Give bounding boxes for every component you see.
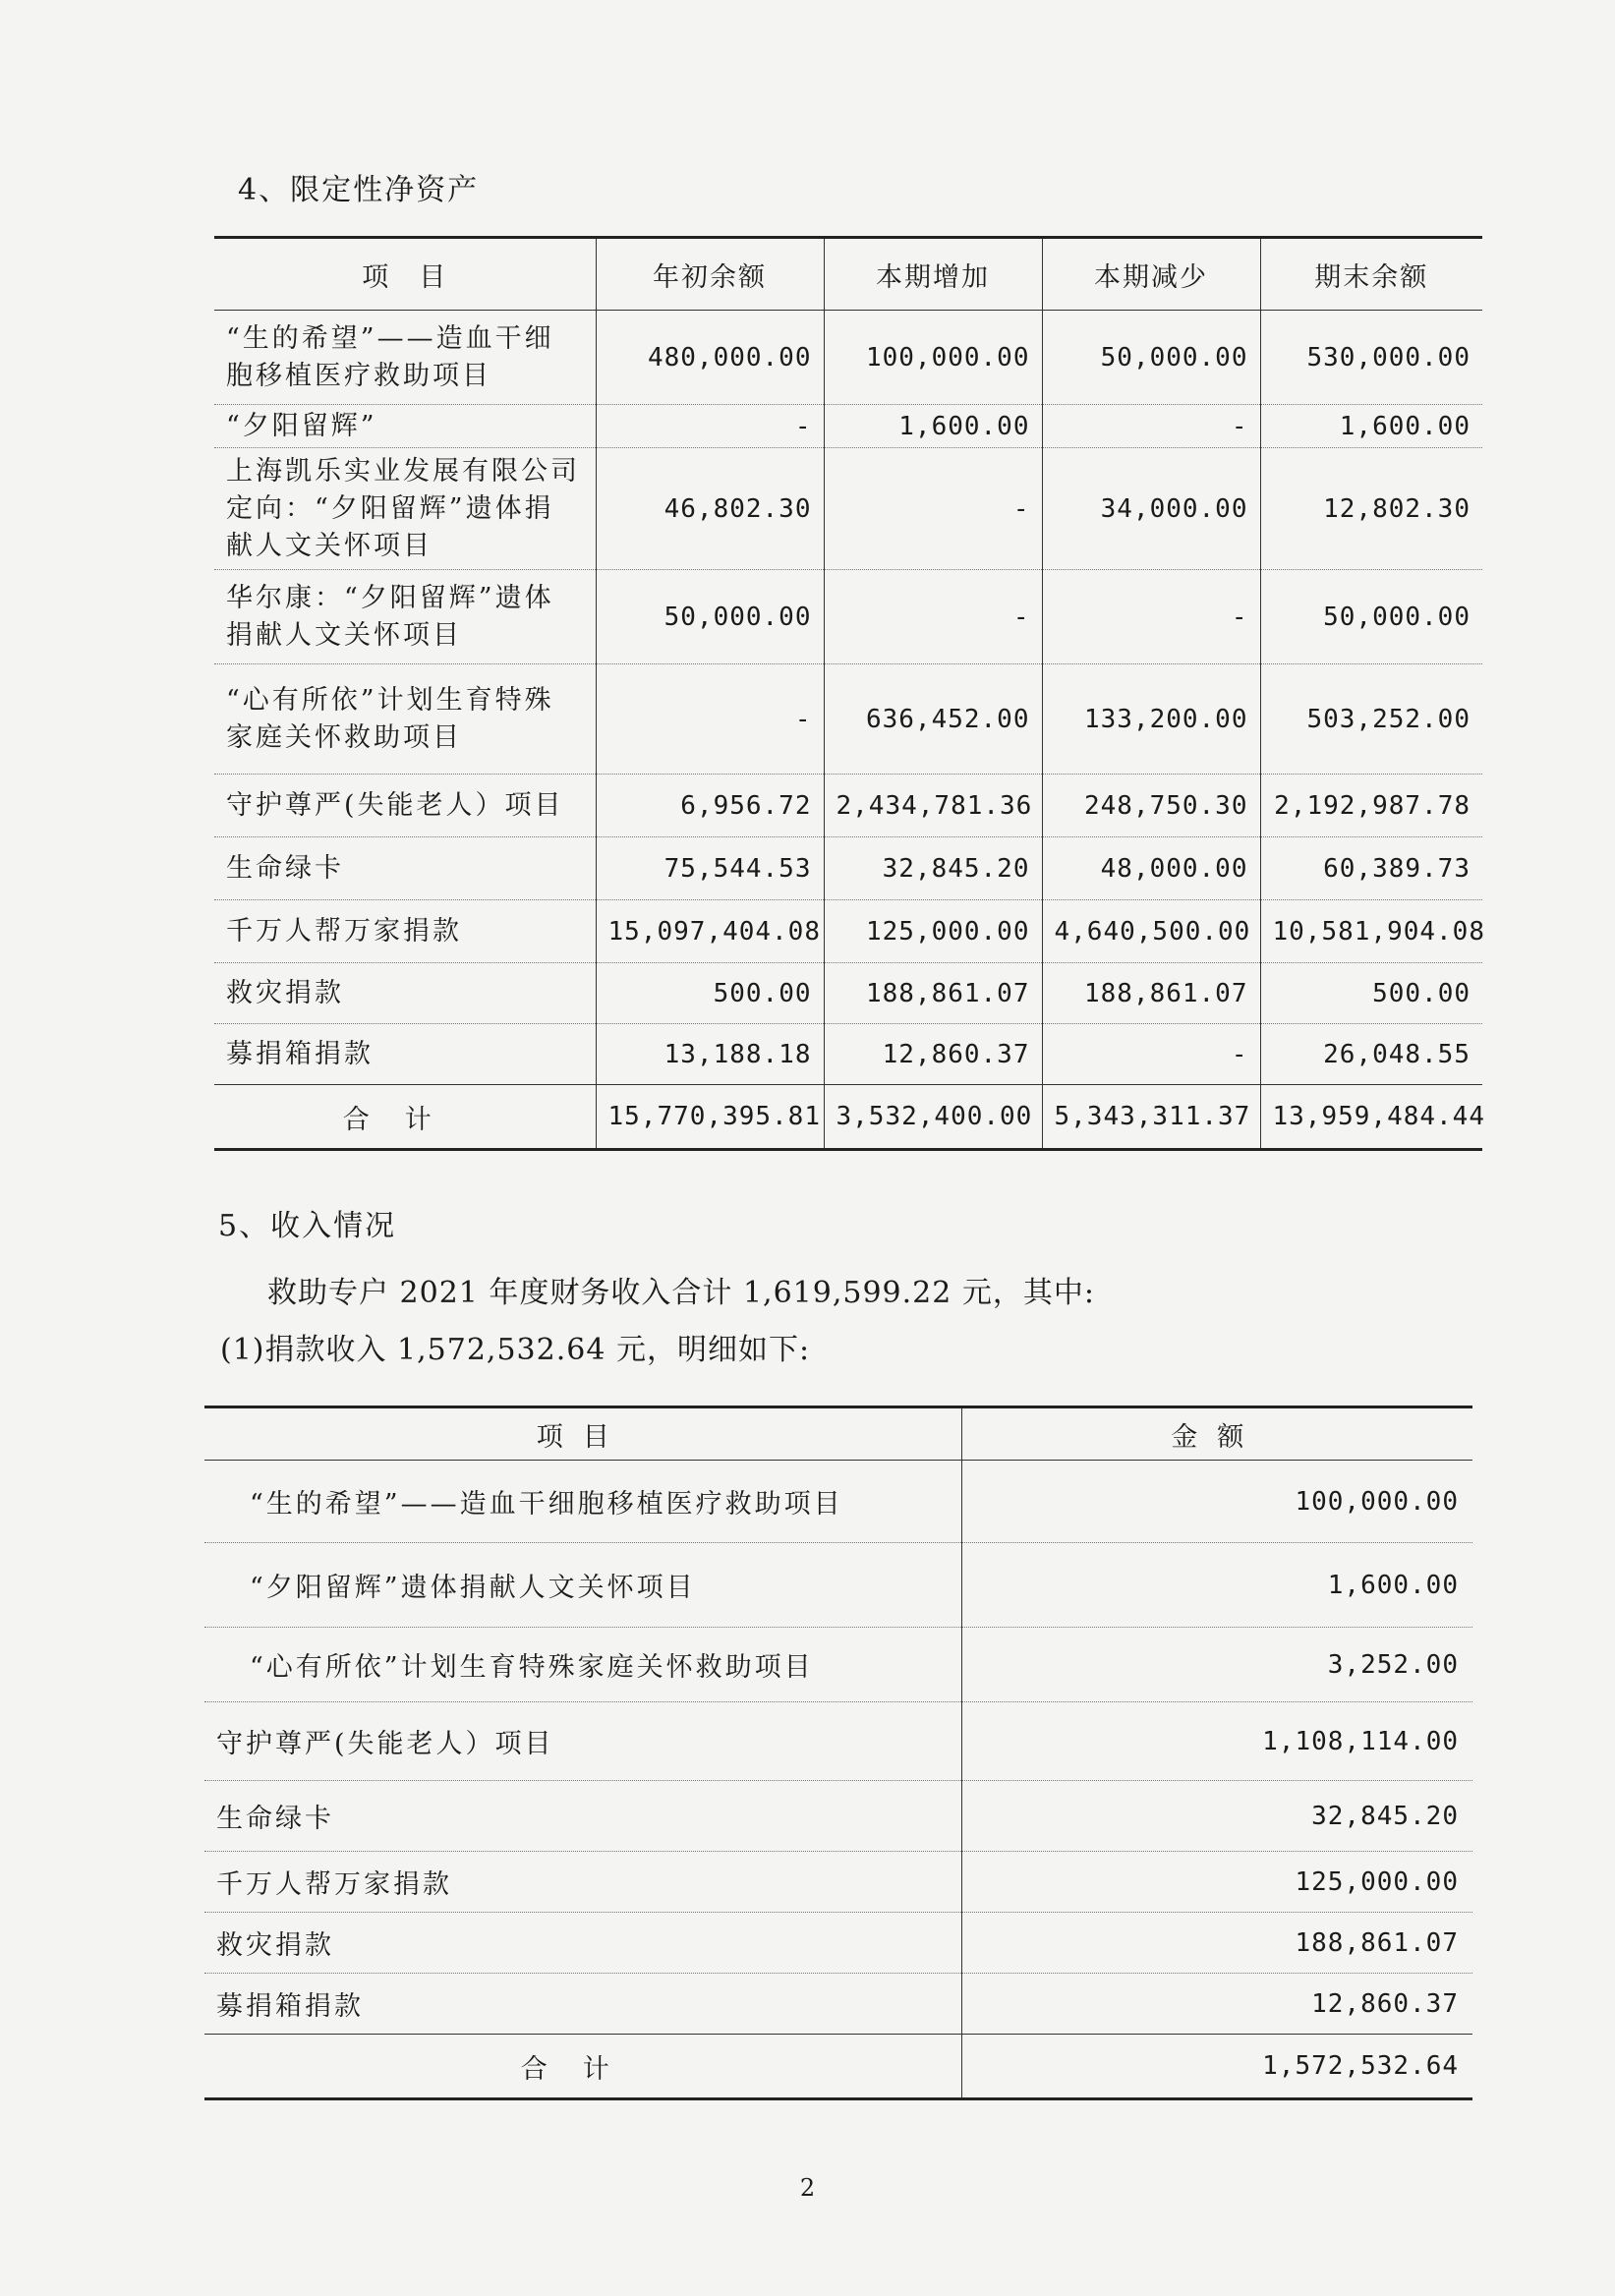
header-amount: 金额 — [961, 1407, 1472, 1461]
row-item: 募捐箱捐款 — [204, 1974, 961, 2035]
table-row — [214, 664, 1482, 775]
row-end: 500.00 — [1260, 963, 1482, 1024]
table-total-row — [214, 1085, 1482, 1150]
header-decrease: 本期减少 — [1042, 238, 1260, 311]
row-item: 救灾捐款 — [214, 963, 596, 1024]
row-begin: 46,802.30 — [596, 448, 824, 570]
row-decrease: - — [1042, 570, 1260, 664]
row-begin: 75,544.53 — [596, 837, 824, 900]
row-decrease: 133,200.00 — [1042, 664, 1260, 775]
row-item: “夕阳留辉”遗体捐献人文关怀项目 — [204, 1543, 961, 1628]
row-decrease: 34,000.00 — [1042, 448, 1260, 570]
row-amount: 32,845.20 — [961, 1781, 1472, 1852]
row-increase: 188,861.07 — [824, 963, 1042, 1024]
table-row — [204, 1852, 1472, 1913]
row-begin: - — [596, 664, 824, 775]
row-amount: 1,108,114.00 — [961, 1702, 1472, 1781]
table-row — [204, 1781, 1472, 1852]
header-item: 项目 — [204, 1407, 961, 1461]
row-decrease: 4,640,500.00 — [1042, 900, 1260, 963]
row-item: 救灾捐款 — [204, 1913, 961, 1974]
section-5-heading: 5、收入情况 — [218, 1209, 397, 1243]
row-begin: 13,188.18 — [596, 1024, 824, 1085]
row-amount: 3,252.00 — [961, 1628, 1472, 1702]
total-amount: 1,572,532.64 — [961, 2035, 1472, 2099]
row-end: 1,600.00 — [1260, 405, 1482, 448]
row-increase: 636,452.00 — [824, 664, 1042, 775]
table-row — [214, 311, 1482, 405]
section-4-heading: 4、限定性净资产 — [238, 173, 480, 207]
total-end: 13,959,484.44 — [1260, 1085, 1482, 1150]
table-row — [214, 448, 1482, 570]
row-increase: - — [824, 570, 1042, 664]
total-begin: 15,770,395.81 — [596, 1085, 824, 1150]
row-item: 生命绿卡 — [214, 837, 596, 900]
table-total-row — [204, 2035, 1472, 2099]
total-increase: 3,532,400.00 — [824, 1085, 1042, 1150]
row-item: 生命绿卡 — [204, 1781, 961, 1852]
row-begin: 480,000.00 — [596, 311, 824, 405]
row-item: 守护尊严(失能老人）项目 — [214, 775, 596, 837]
row-amount: 100,000.00 — [961, 1461, 1472, 1543]
row-decrease: 50,000.00 — [1042, 311, 1260, 405]
donation-income-subheading: (1)捐款收入 1,572,532.64 元，明细如下: — [220, 1333, 811, 1367]
row-end: 26,048.55 — [1260, 1024, 1482, 1085]
row-item: 千万人帮万家捐款 — [204, 1852, 961, 1913]
table-row — [204, 1702, 1472, 1781]
row-increase: - — [824, 448, 1042, 570]
header-increase: 本期增加 — [824, 238, 1042, 311]
table-row — [204, 1543, 1472, 1628]
row-end: 50,000.00 — [1260, 570, 1482, 664]
row-item: “心有所依”计划生育特殊家庭关怀救助项目 — [214, 664, 596, 775]
table-header-row — [214, 238, 1482, 311]
row-item: 上海凯乐实业发展有限公司定向：“夕阳留辉”遗体捐献人文关怀项目 — [214, 448, 596, 570]
total-label: 合计 — [214, 1085, 596, 1150]
row-item: “心有所依”计划生育特殊家庭关怀救助项目 — [204, 1628, 961, 1702]
page-number: 2 — [799, 2174, 816, 2202]
row-increase: 12,860.37 — [824, 1024, 1042, 1085]
header-item: 项 目 — [214, 238, 596, 311]
table-row — [204, 1461, 1472, 1543]
table-row — [214, 1024, 1482, 1085]
row-item: “生的希望”——造血干细胞移植医疗救助项目 — [204, 1461, 961, 1543]
row-begin: - — [596, 405, 824, 448]
row-end: 503,252.00 — [1260, 664, 1482, 775]
table-row — [214, 405, 1482, 448]
row-decrease: - — [1042, 405, 1260, 448]
row-begin: 15,097,404.08 — [596, 900, 824, 963]
row-decrease: 248,750.30 — [1042, 775, 1260, 837]
row-increase: 32,845.20 — [824, 837, 1042, 900]
total-label: 合计 — [204, 2035, 961, 2099]
row-end: 60,389.73 — [1260, 837, 1482, 900]
row-increase: 2,434,781.36 — [824, 775, 1042, 837]
row-amount: 12,860.37 — [961, 1974, 1472, 2035]
row-item: 千万人帮万家捐款 — [214, 900, 596, 963]
table-row — [214, 570, 1482, 664]
row-end: 530,000.00 — [1260, 311, 1482, 405]
row-begin: 6,956.72 — [596, 775, 824, 837]
row-item: 募捐箱捐款 — [214, 1024, 596, 1085]
row-item: 华尔康：“夕阳留辉”遗体捐献人文关怀项目 — [214, 570, 596, 664]
row-amount: 188,861.07 — [961, 1913, 1472, 1974]
row-decrease: 188,861.07 — [1042, 963, 1260, 1024]
row-end: 10,581,904.08 — [1260, 900, 1482, 963]
row-begin: 500.00 — [596, 963, 824, 1024]
table-row — [214, 900, 1482, 963]
table-row — [204, 1913, 1472, 1974]
row-amount: 1,600.00 — [961, 1543, 1472, 1628]
donation-income-table — [204, 1406, 1472, 2100]
row-increase: 125,000.00 — [824, 900, 1042, 963]
row-item: “夕阳留辉” — [214, 405, 596, 448]
row-item: “生的希望”——造血干细胞移植医疗救助项目 — [214, 311, 596, 405]
table-row — [214, 775, 1482, 837]
row-end: 2,192,987.78 — [1260, 775, 1482, 837]
row-amount: 125,000.00 — [961, 1852, 1472, 1913]
row-begin: 50,000.00 — [596, 570, 824, 664]
row-decrease: - — [1042, 1024, 1260, 1085]
row-increase: 100,000.00 — [824, 311, 1042, 405]
header-end-balance: 期末余额 — [1260, 238, 1482, 311]
table-row — [214, 837, 1482, 900]
total-decrease: 5,343,311.37 — [1042, 1085, 1260, 1150]
row-decrease: 48,000.00 — [1042, 837, 1260, 900]
row-increase: 1,600.00 — [824, 405, 1042, 448]
table-header-row — [204, 1407, 1472, 1461]
header-begin-balance: 年初余额 — [596, 238, 824, 311]
restricted-net-assets-table — [214, 236, 1485, 1151]
row-item: 守护尊严(失能老人）项目 — [204, 1702, 961, 1781]
table-row — [204, 1974, 1472, 2035]
table-row — [214, 963, 1482, 1024]
income-summary: 救助专户 2021 年度财务收入合计 1,619,599.22 元，其中: — [267, 1276, 1095, 1310]
table-row — [204, 1628, 1472, 1702]
row-end: 12,802.30 — [1260, 448, 1482, 570]
